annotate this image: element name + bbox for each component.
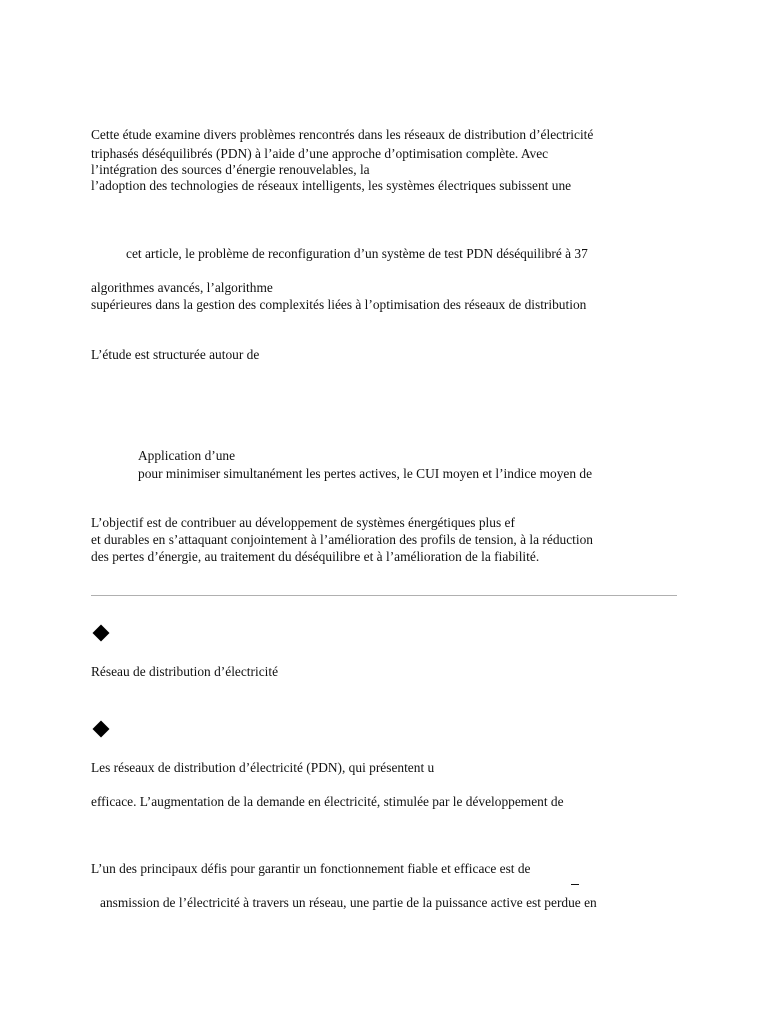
algorithms-line-1: algorithmes avancés, l’algorithme [91, 280, 273, 295]
keyword-text: Réseau de distribution d’électricité [91, 664, 279, 679]
intro-line-2: efficace. L’augmentation de la demande en électricité, stimulée par le développement de [91, 794, 564, 809]
application-line-1: Application d’une [138, 448, 236, 463]
diamond-bullet-icon [93, 721, 110, 738]
objective-line-2: et durables en s’attaquant conjointement à l’amélioration des profils de tension, à la réduction [91, 532, 593, 547]
section-divider [91, 595, 677, 596]
structure-line: L’étude est structurée autour de [91, 347, 260, 362]
objective-line-3: des pertes d’énergie, au traitement du déséquilibre et à l’amélioration de la fiabilité. [91, 549, 540, 564]
abstract-line-4: l’adoption des technologies de réseaux intelligents, les systèmes électriques subissent une [91, 178, 572, 193]
abstract-line-1: Cette étude examine divers problèmes rencontrés dans les réseaux de distribution d’électricité [91, 127, 594, 142]
challenge-line-1: L’un des principaux défis pour garantir un fonctionnement fiable et efficace est de [91, 861, 531, 876]
objective-line-1: L’objectif est de contribuer au développement de systèmes énergétiques plus ef [91, 515, 515, 530]
challenge-line-2: ansmission de l’électricité à travers un réseau, une partie de la puissance active est perdue en [100, 895, 597, 910]
abstract-line-2: triphasés déséquilibrés (PDN) à l’aide d’une approche d’optimisation complète. Avec [91, 146, 549, 161]
reconfiguration-line: cet article, le problème de reconfiguration d’un système de test PDN déséquilibré à 37 [126, 246, 588, 261]
diamond-bullet-icon [93, 625, 110, 642]
application-line-2: pour minimiser simultanément les pertes actives, le CUI moyen et l’indice moyen de [138, 466, 593, 481]
dash-mark [571, 884, 579, 885]
abstract-line-3: l’intégration des sources d’énergie renouvelables, la [91, 162, 370, 177]
intro-line-1: Les réseaux de distribution d’électricité (PDN), qui présentent u [91, 760, 435, 775]
algorithms-line-2: supérieures dans la gestion des complexités liées à l’optimisation des réseaux de distribution [91, 297, 587, 312]
